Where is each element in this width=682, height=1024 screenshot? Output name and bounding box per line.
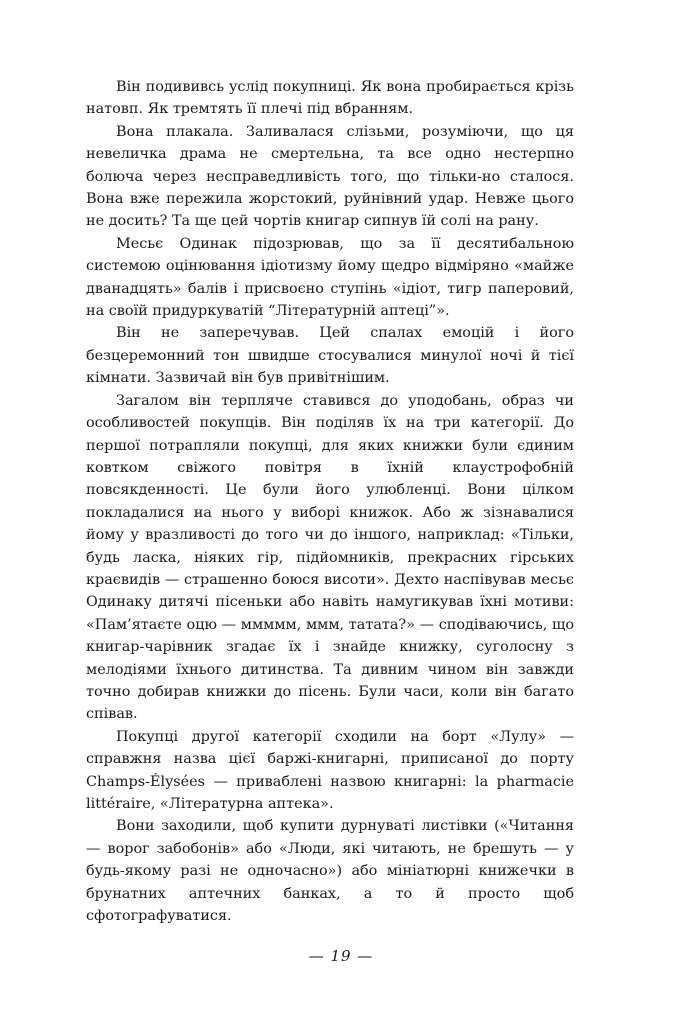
paragraph: Покупці другої категорії сходили на борт «Лулу» — справжня назва цієї баржі-книгарні, приписаної до порту Champs-Élysées — приваблені назвою книгарні: la pharmacie littéraire, «Літературна аптека». — [86, 728, 574, 812]
page-body — [86, 76, 574, 927]
page-number: — 19 — — [308, 947, 374, 965]
paragraph: Він подививсь услід покупниці. Як вона пробирається крізь натовп. Як тремтять її плечі під вбранням. — [86, 79, 574, 118]
paragraph: Загалом він терпляче ставився до уподобань, образ чи особливостей покупців. Він поділяв їх на три категорії. До першої потрапляли покупці, для яких книжки були єдиним ковтком свіжого повітря в їхній клаустрофобній повсякденності. Це були його улюбленці. Вони цілком покладалися на нього у виборі книжок. Або ж зізнавалися йому у вразливості до того чи до іншого, наприклад: «Тільки, будь ласка, ніяких гір, підйомників, прекрасних гірських краєвидів — страшенно боюся висоти». Дехто наспівував месьє Одинаку дитячі пісеньки або навіть намугикував їхні мотиви: «Пам’ятаєте оцю — ммммм, ммм, татата?» — сподіваючись, що книгар-чарівник згадає їх і знайде книжку, суголосну з мелодіями їхнього дитинства. Та дивним чином він завжди точно добирав книжки до пісень. Були часи, коли він багато співав. — [86, 392, 574, 723]
paragraph: Вона плакала. Заливалася слізьми, розуміючи, що ця невеличка драма не смертельна, та все одно нестерпно болюча через несправедливість того, що тільки-но сталося. Вона вже пережила жорстокий, руйнівний удар. Невже цього не досить? Та ще цей чортів книгар сипнув їй солі на рану. — [86, 123, 574, 230]
paragraph: Він не заперечував. Цей спалах емоцій і його безцеремонний тон швидше стосувалися минулої ночі й тієї кімнати. Зазвичай він був привітнішим. — [86, 325, 574, 387]
paragraph: Месьє Одинак підозрював, що за її десятибальною системою оцінювання ідіотизму йому щедро відміряно «майже дванадцять» балів і присвоєно ступінь «ідіот, тигр паперовий, на своїй придуркуватій “Літературній аптеці”». — [86, 235, 574, 320]
paragraph: Вони заходили, щоб купити дурнуваті листівки («Читання — ворог забобонів» або «Люди, які читають, не брешуть — у будь-якому разі не одночасно») або мініатюрні книжечки в брунатних аптечних банках, а то й просто щоб сфотографуватися. — [86, 818, 574, 925]
